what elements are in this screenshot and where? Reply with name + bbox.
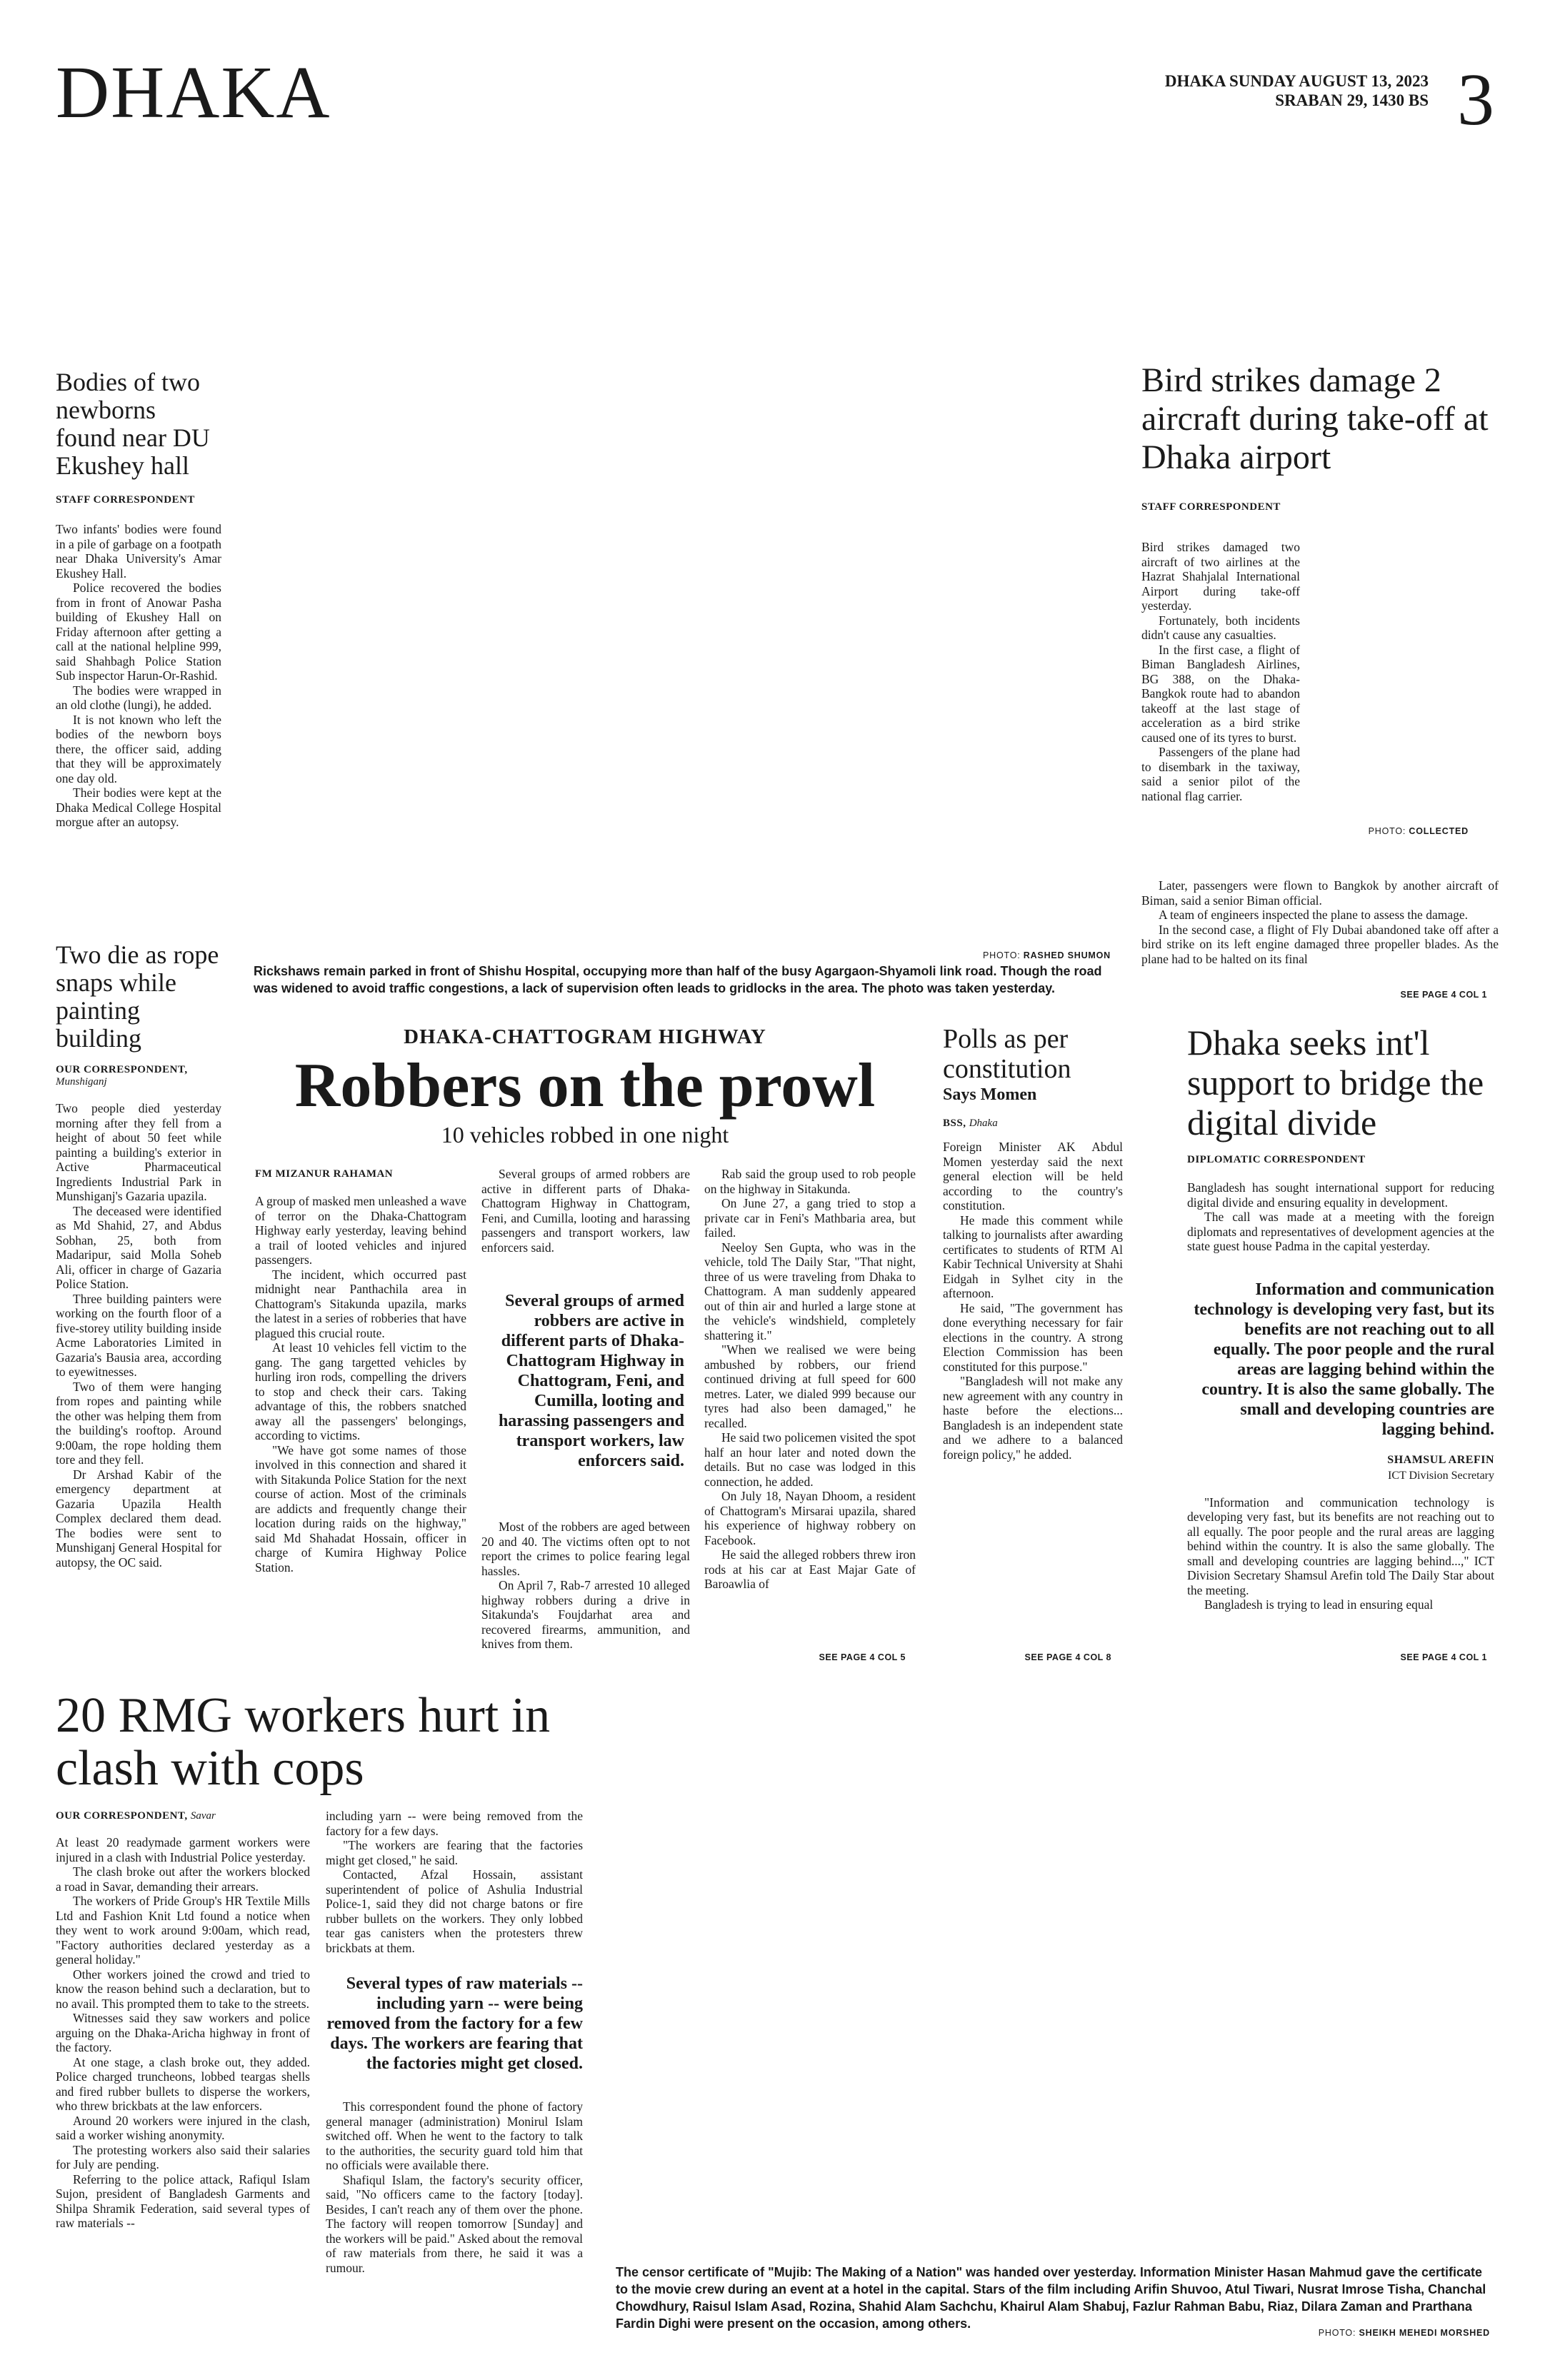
robbers-kicker: DHAKA-CHATTOGRAM HIGHWAY	[404, 1025, 766, 1048]
rope-story	[56, 941, 221, 1570]
page-number: 3	[1457, 59, 1494, 141]
rmg-para: Shafiqul Islam, the factory's security officer, said, "No officers came to the factory [today]. Besides, I can't reach any of them over the phone. The factory will reopen tomorrow [Sunday] and the workers will be paid." Asked about the removal of raw materials from there, he said it was a rumour.	[326, 2172, 583, 2275]
rmg-para: "The workers are fearing that the factories might get closed," he said.	[326, 1838, 583, 1867]
rmg-para: Other workers joined the crowd and tried to know the reason behind such a declaration, but to no avail. This prompted them to take to the streets.	[56, 1967, 310, 2011]
rmg-para: Witnesses said they saw workers and police arguing on the Dhaka-Aricha highway in front of the factory.	[56, 2011, 310, 2054]
rmg-byline-name: OUR CORRESPONDENT,	[56, 1810, 188, 1822]
bird-see-page: SEE PAGE 4 COL 1	[1400, 990, 1487, 1000]
robbers-headline: Robbers on the prowl	[294, 1051, 876, 1120]
bottom-photo-credit	[616, 2328, 1490, 2338]
rmg-para: including yarn -- were being removed from the factory for a few days.	[326, 1809, 583, 1838]
polls-body	[943, 1140, 1123, 1462]
bird-body-narrow	[1141, 540, 1300, 803]
digital-para: Bangladesh is trying to lead in ensuring equal	[1204, 1597, 1434, 1612]
digital-body-bottom	[1187, 1495, 1494, 1612]
robbers-para: Several groups of armed robbers are active in different parts of Dhaka-Chattogram Highway in Chattogram, Feni, and Cumilla, looting and harassing passengers and transport workers, law enforcers said.	[481, 1167, 690, 1255]
newborns-para: It is not known who left the bodies of the newborn boys there, the officer said, adding that they will be approximately one day old.	[56, 712, 221, 785]
rope-byline	[56, 1064, 221, 1088]
bird-headline: Bird strikes damage 2 aircraft during take-off at Dhaka airport	[1141, 361, 1489, 476]
polls-headline: Polls as per constitution	[943, 1024, 1071, 1084]
robbers-header	[254, 1025, 916, 1148]
robbers-col2-bottom	[481, 1520, 690, 1652]
rmg-col2-top	[326, 1809, 583, 1955]
newborns-para: The bodies were wrapped in an old clothe (lungi), he added.	[56, 683, 221, 712]
rope-para: Dr Arshad Kabir of the emergency department at Gazaria Upazila Health Complex declared them dead. The bodies were sent to Munshiganj General Hospital for autopsy, the OC said.	[56, 1467, 221, 1570]
polls-byline	[943, 1118, 1123, 1130]
rope-byline-name: OUR CORRESPONDENT,	[56, 1064, 188, 1075]
rope-body	[56, 1101, 221, 1570]
bird-photo-credit	[1314, 826, 1469, 836]
digital-para: The call was made at a meeting with the foreign diplomats and representatives of development agencies at the state guest house Padma in the capital yesterday.	[1187, 1210, 1494, 1253]
robbers-col1	[255, 1194, 466, 1575]
bird-para: In the second case, a flight of Fly Dubai abandoned take off after a bird strike on its left engine damaged three propeller blades. As the plane had to be halted on its final	[1141, 922, 1499, 966]
bird-byline: STAFF CORRESPONDENT	[1141, 501, 1281, 513]
robbers-para: "We have got some names of those involved in this connection and shared it with Sitakunda Police Station for the next course of action. Most of the criminals are addicts and frequently change their location during raids on the highway," said Md Shahadat Hossain, officer in charge of Kumira Highway Police Station.	[255, 1442, 466, 1575]
polls-byline-location: Dhaka	[969, 1118, 998, 1129]
newborns-para: Their bodies were kept at the Dhaka Medical College Hospital morgue after an autopsy.	[56, 785, 221, 829]
rope-headline: Two die as rope snaps while painting building	[56, 940, 219, 1053]
newborns-story	[56, 368, 221, 830]
bottom-photo-credit-label: PHOTO:	[1318, 2328, 1356, 2338]
rope-para: Three building painters were working on the fourth floor of a five-storey utility building inside Acme Laboratories Limited in Gazaria's Bausia area, according to eyewitnesses.	[56, 1291, 221, 1379]
rmg-col2-bottom	[326, 2099, 583, 2275]
polls-subhead: Says Momen	[943, 1085, 1037, 1104]
digital-pull-quote: Information and communication technology is developing very fast, but its benefits are not reaching out to all equally. The poor people and the rural areas are lagging behind within the country. It is also the same globally. The small and developing countries are lagging behind.	[1194, 1280, 1494, 1439]
bird-story	[1141, 361, 1499, 513]
rmg-para: Around 20 workers were injured in the clash, said a worker wishing anonymity.	[56, 2113, 310, 2142]
bird-para: Passengers of the plane had to disembark in the taxiway, said a senior pilot of the national flag carrier.	[1141, 745, 1300, 803]
top-photo-credit-name: RASHED SHUMON	[1023, 950, 1111, 960]
robbers-pull-quote: Several groups of armed robbers are active in different parts of Dhaka-Chattogram Highway in Chattogram, Feni, and Cumilla, looting and harassing passengers and transport workers, law enforcers said.	[498, 1292, 684, 1470]
robbers-para: On July 18, Nayan Dhoom, a resident of Chattogram's Mirsarai upazila, shared his experience of highway robbery on Facebook.	[704, 1489, 916, 1547]
rmg-byline-location: Savar	[190, 1810, 216, 1822]
rmg-header	[56, 1689, 599, 1795]
newborns-headline: Bodies of two newborns found near DU Ekushey hall	[56, 368, 210, 480]
polls-byline-name: BSS,	[943, 1118, 966, 1129]
robbers-col2-top	[481, 1167, 690, 1255]
rmg-para: This correspondent found the phone of factory general manager (administration) Monirul Islam switched off. When he went to the factory to talk to the authorities, the security guard told him that no officials were available there.	[326, 2099, 583, 2172]
bird-para: A team of engineers inspected the plane to assess the damage.	[1159, 908, 1468, 922]
robbers-para: Neeloy Sen Gupta, who was in the vehicle, told The Daily Star, "That night, three of us were traveling from Dhaka to Chattogram. A man suddenly appeared out of thin air and hurled a large stone at the vehicle's windshield, completely shattering it."	[704, 1240, 916, 1342]
newborns-byline: STAFF CORRESPONDENT	[56, 494, 195, 506]
top-photo-credit	[254, 950, 1111, 960]
top-photo-credit-label: PHOTO:	[983, 950, 1021, 960]
digital-see-page: SEE PAGE 4 COL 1	[1400, 1652, 1487, 1662]
rope-para: Two of them were hanging from ropes and painting while the other was helping them from the building's rooftop. Around 9:00am, the rope holding them tore and they fell.	[56, 1379, 221, 1467]
robbers-para: He said the alleged robbers threw iron rods at his car at East Majar Gate of Baroawlia of	[704, 1547, 916, 1591]
dateline	[1165, 71, 1429, 110]
robbers-para: "When we realised we were being ambushed by robbers, our friend continued driving at full speed for 600 metres. Later, we dialed 999 because our tyres had also been damaged," he recalled.	[704, 1342, 916, 1430]
rmg-col1	[56, 1835, 310, 2231]
robbers-para: He said two policemen visited the spot half an hour later and noted down the details. But no case was lodged in this connection, he added.	[704, 1430, 916, 1489]
rope-para: Two people died yesterday morning after they fell from a height of about 50 feet while painting a building's exterior in Active Pharmaceutical Ingredients Industrial Park in Munshiganj's Gazaria upazila.	[56, 1101, 221, 1203]
rmg-pull-quote: Several types of raw materials -- including yarn -- were being removed from the factory for a few days. The workers are fearing that the factories might get closed.	[326, 1974, 583, 2073]
digital-para: Bangladesh has sought international support for reducing digital divide and ensuring equality in development.	[1187, 1180, 1494, 1210]
polls-para: He made this comment while talking to journalists after awarding certificates to students of RTM Al Kabir Technical University at Shahi Eidgah in Sylhet city in the afternoon.	[943, 1212, 1123, 1300]
rmg-para: The protesting workers also said their salaries for July are pending.	[56, 2142, 310, 2171]
top-photo-caption: Rickshaws remain parked in front of Shishu Hospital, occupying more than half of the busy Agargaon-Shyamoli link road. Though the road was widened to avoid traffic congestions, a lack of supervision often leads to gridlocks in the area. The photo was taken yesterday.	[254, 964, 1102, 995]
robbers-para: The incident, which occurred past midnight near Panthachila area in Chattogram's Sitakunda upazila, marks the latest in a series of robberies that have plagued this crucial route.	[255, 1267, 466, 1340]
bird-body-wide	[1141, 878, 1499, 966]
digital-byline: DIPLOMATIC CORRESPONDENT	[1187, 1154, 1366, 1165]
rmg-para: At one stage, a clash broke out, they added. Police charged truncheons, lobbed teargas shells and fired rubber bullets to disperse the workers, who threw brickbats at the law enforcers.	[56, 2054, 310, 2113]
digital-para: "Information and communication technology is developing very fast, but its benefits are not reaching out to all equally. The poor people and the rural areas are lagging behind within the country. It is also the same globally. The small and developing countries are lagging behind...," ICT Division Secretary Shamsul Arefin told The Daily Star about the meeting.	[1187, 1495, 1494, 1597]
robbers-para: Most of the robbers are aged between 20 and 40. The victims often opt to not report the crimes to police fearing legal hassles.	[481, 1520, 690, 1578]
rmg-para: The clash broke out after the workers blocked a road in Savar, demanding their arrears.	[56, 1864, 310, 1894]
date-line-1: DHAKA SUNDAY AUGUST 13, 2023	[1164, 72, 1429, 90]
digital-body-top	[1187, 1180, 1494, 1254]
robbers-byline: FM MIZANUR RAHAMAN	[255, 1168, 394, 1180]
newborns-para: Police recovered the bodies from in front of Anowar Pasha building of Ekushey Hall on Friday afternoon after getting a call at the national helpline 999, said Shahbagh Police Station Sub inspector Harun-Or-Rashid.	[56, 581, 221, 683]
digital-quote-attribution	[1187, 1452, 1494, 1484]
newborns-body	[56, 522, 221, 830]
newborns-para: Two infants' bodies were found in a pile of garbage on a footpath near Dhaka University's Amar Ekushey Hall.	[56, 522, 221, 581]
robbers-para: On June 27, a gang tried to stop a private car in Feni's Mathbaria area, but failed.	[704, 1196, 916, 1240]
polls-story	[943, 1024, 1123, 1462]
digital-headline: Dhaka seeks int'l support to bridge the digital divide	[1187, 1023, 1484, 1143]
rmg-para: The workers of Pride Group's HR Textile Mills Ltd and Fashion Knit Ltd found a notice when they went to work around 9:00am, which read, "Factory authorities declared yesterday as a general holiday."	[56, 1894, 310, 1967]
polls-para: Foreign Minister AK Abdul Momen yesterday said the next general election will be held according to the country's constitution.	[943, 1140, 1123, 1212]
rope-byline-location: Munshiganj	[56, 1076, 107, 1088]
digital-story	[1187, 1023, 1494, 1612]
polls-para: "Bangladesh will not make any new agreement with any country in haste before the elections... Bangladesh is an independent state and we adhere to a balanced foreign policy," he added.	[943, 1374, 1123, 1462]
robbers-para: On April 7, Rab-7 arrested 10 alleged highway robbers during a drive in Sitakunda's Foujdarhat area and recovered firearms, ammunition, and knives from them.	[481, 1578, 690, 1651]
polls-para: He said, "The government has done everything necessary for fair elections in the country. A strong Election Commission has been constituted for this purpose."	[943, 1300, 1123, 1374]
polls-see-page: SEE PAGE 4 COL 8	[1024, 1652, 1111, 1662]
bird-photo	[1314, 521, 1499, 820]
rmg-para: Contacted, Afzal Hossain, assistant superintendent of police of Ashulia Industrial Police-1, said they did not charge batons or fire rubber bullets on the workers. They only lobbed tear gas canisters when the protesters threw brickbats at them.	[326, 1867, 583, 1955]
digital-quote-title: ICT Division Secretary	[1387, 1469, 1494, 1482]
robbers-para: Rab said the group used to rob people on the highway in Sitakunda.	[704, 1167, 916, 1196]
bird-para: Fortunately, both incidents didn't cause any casualties.	[1141, 613, 1300, 642]
robbers-para: At least 10 vehicles fell victim to the gang. The gang targetted vehicles by hurling iron rods, compelling the drivers to stop and check their cars. Taking advantage of this, the robbers snatched away all the passengers' belongings, according to victims.	[255, 1340, 466, 1442]
rmg-para: At least 20 readymade garment workers were injured in a clash with Industrial Police yesterday.	[56, 1835, 310, 1864]
section-masthead: DHAKA	[56, 51, 331, 134]
rmg-para: Referring to the police attack, Rafiqul Islam Sujon, president of Bangladesh Garments and Shilpa Shramik Federation, said several types of raw materials --	[56, 2171, 310, 2230]
bird-para: Bird strikes damaged two aircraft of two airlines at the Hazrat Shahjalal International Airport during take-off yesterday.	[1141, 540, 1300, 613]
robbers-para: A group of masked men unleashed a wave of terror on the Dhaka-Chattogram Highway early yesterday, leaving behind a trail of looted vehicles and injured passengers.	[255, 1194, 466, 1267]
top-photo	[254, 357, 1111, 943]
robbers-subhead: 10 vehicles robbed in one night	[441, 1122, 729, 1148]
rmg-headline: 20 RMG workers hurt in clash with cops	[56, 1688, 551, 1796]
robbers-col3	[704, 1167, 916, 1592]
robbers-see-page: SEE PAGE 4 COL 5	[819, 1652, 906, 1662]
rmg-byline	[56, 1810, 341, 1822]
digital-quote-name: SHAMSUL AREFIN	[1387, 1453, 1494, 1466]
date-line-2: SRABAN 29, 1430 BS	[1275, 91, 1429, 109]
bottom-photo-credit-name: SHEIKH MEHEDI MORSHED	[1359, 2328, 1490, 2338]
bird-photo-credit-name: COLLECTED	[1409, 826, 1469, 836]
rope-para: The deceased were identified as Md Shahid, 27, and Abdus Sobhan, 25, both from Madaripur, said Molla Soheb Ali, officer in charge of Gazaria Police Station.	[56, 1203, 221, 1291]
bottom-photo	[614, 1685, 1494, 2256]
bottom-photo-caption: The censor certificate of "Mujib: The Making of a Nation" was handed over yesterday. Information Minister Hasan Mahmud gave the certificate to the movie crew during an event at a hotel in the capital. Stars of the film including Arifin Shuvoo, Atul Tiwari, Nusrat Imrose Tisha, Chanchal Chowdhury, Raisul Islam Asad, Rozina, Shahid Alam Sachchu, Khairul Alam Shabuj, Fazlur Rahman Babu, Riaz, Dilara Zaman and Prarthana Fardin Dighi were present on the occasion, among others.	[616, 2265, 1486, 2331]
bird-para: Later, passengers were flown to Bangkok by another aircraft of Biman, said a senior Biman official.	[1141, 878, 1499, 908]
bird-photo-credit-label: PHOTO:	[1368, 826, 1406, 836]
bird-para: In the first case, a flight of Biman Bangladesh Airlines, BG 388, on the Dhaka-Bangkok route had to abandon takeoff at the last stage of acceleration as a bird strike caused one of its tyres to burst.	[1141, 642, 1300, 745]
